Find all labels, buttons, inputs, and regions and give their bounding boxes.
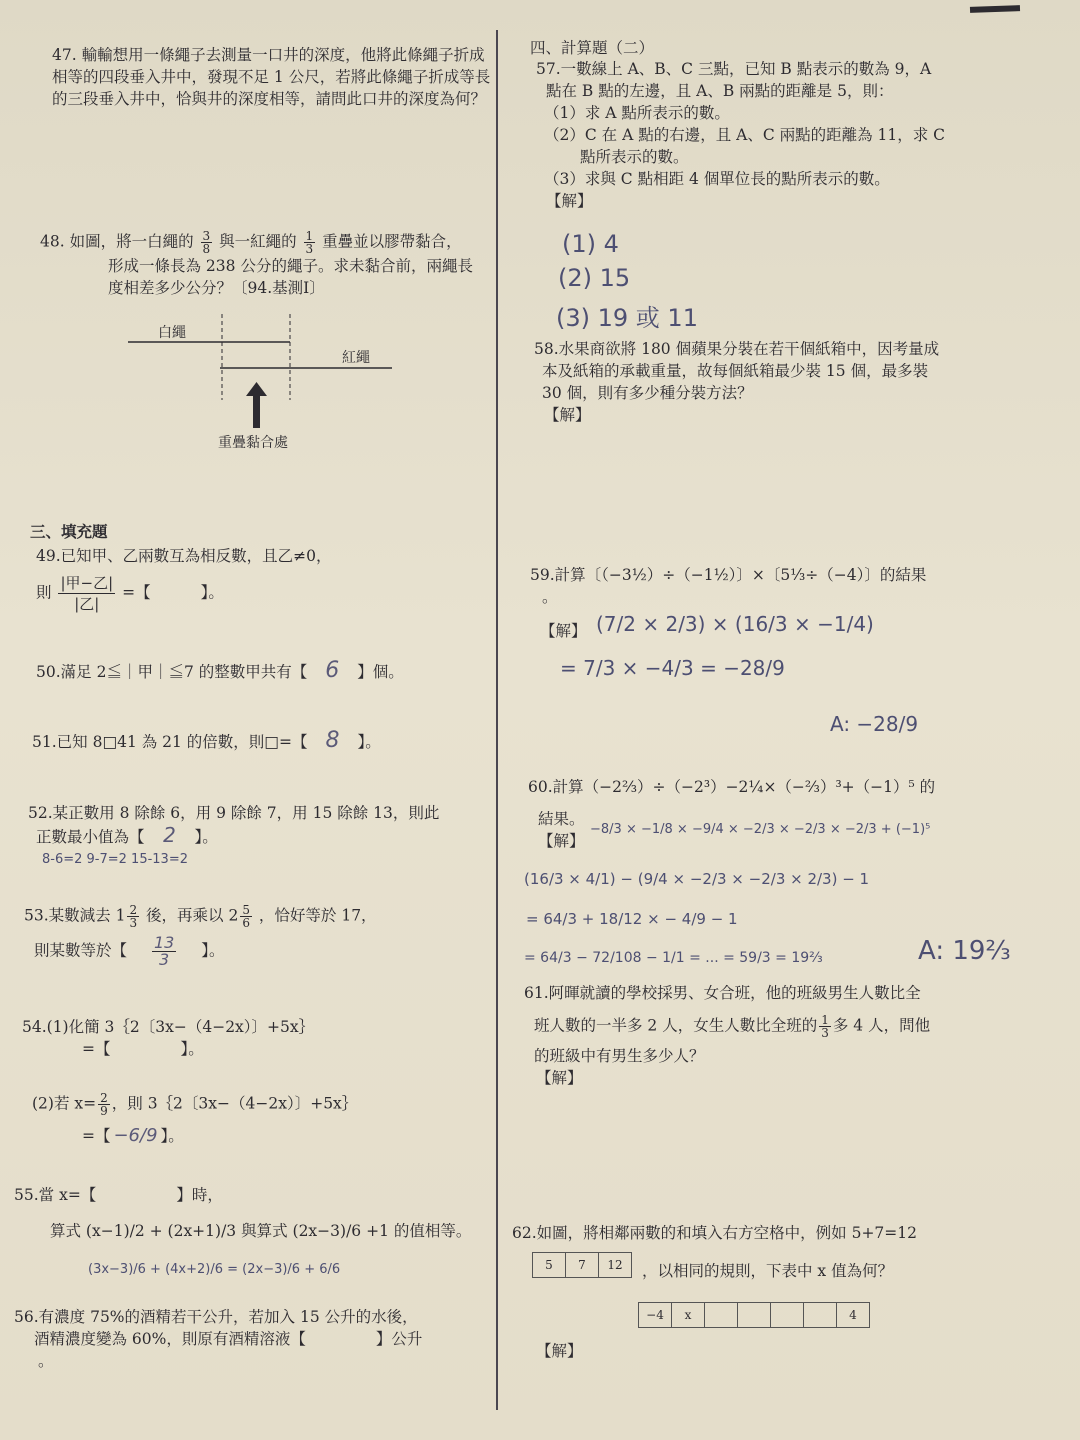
solution-label: 【解】 [538, 832, 585, 850]
example-cell: 5 [533, 1253, 566, 1278]
example-cell: 12 [599, 1253, 632, 1278]
question-58: 58.水果商欲將 180 個蘋果分裝在若干個紙箱中，因考量成 本及紙箱的承載重量，故每個紙箱最少裝 15 個，最多裝 30 個，則有多少種分裝方法？ 【解】 [534, 338, 984, 426]
answer-51: 8 [325, 728, 340, 753]
fraction: $\frac{2}{9}$ [100, 1091, 108, 1118]
answer-50: 6 [325, 658, 340, 683]
solution-label: 【解】 [544, 406, 591, 424]
question-59: 59.計算〔（−3½）÷（−1½）〕×〔5⅓÷（−4）〕的結果 。 【解】 [530, 564, 980, 642]
fraction: $\frac{2}{3}$ [129, 903, 138, 930]
question-60: 60.計算（−2⅔）÷（−2³）−2¼×（−⅔）³+（−1）⁵ 的 結果。 【解】 [528, 776, 978, 852]
answer-59: A: −28/9 [830, 712, 919, 736]
work-60-3: = 64/3 + 18/12 × − 4/9 − 1 [526, 910, 738, 928]
puzzle-cell [804, 1303, 837, 1328]
answer-52: 2 [163, 823, 176, 847]
red-rope-label: 紅繩 [342, 350, 370, 366]
question-48 [40, 230, 490, 299]
question-53: 53.某數減去 1 $\frac{2}{3}$ 後，再乘以 2 $\frac{5}{6}$ ，恰好等於 17， 則某數等於【 $\frac{13}{3}$ 】。 [24, 903, 377, 969]
puzzle-cell [771, 1303, 804, 1328]
answer-53: $\frac{13}{3}$ [153, 933, 175, 969]
work-52: 8-6=2 9-7=2 15-13=2 [42, 852, 188, 867]
question-52: 52.某正數用 8 除餘 6，用 9 除餘 7，用 15 除餘 13，則此 正數最小值為【 2 】。 [28, 804, 440, 847]
puzzle-cell: x [672, 1303, 705, 1328]
work-59-2: = 7/3 × −4/3 = −28/9 [560, 656, 785, 680]
work-60-4: = 64/3 − 72/108 − 1/1 = ... = 59/3 = 19⅔ [524, 950, 823, 966]
question-57: 57.一數線上 A、B、C 三點，已知 B 點表示的數為 9，A 點在 B 點的左邊，且 A、B 兩點的距離是 5，則： （1）求 A 點所表示的數。 （2）C 在 A 點的右邊，且 A、C 兩點的距離為 11，求 C 點所表示的數。 （3）求與 C 點相距 4 個單位長的點所表示的數。 【解】 [536, 58, 976, 212]
question-55: 55.當 x=【 】時， 算式 (x−1)/2 + (2x+1)/3 與算式 (2x−3)/6 +1 的值相等。 [14, 1186, 472, 1240]
question-54: 54.(1)化簡 3｛2〔3x−（4−2x）〕+5x｝ =【 】。 (2)若 x= $\frac{2}{9}$ ，則 3｛2〔3x−（4−2x）〕+5x｝ =【 −6/9 】。 [22, 1018, 358, 1146]
puzzle-cell: −4 [639, 1303, 672, 1328]
fraction: $\frac{1}{3}$ [821, 1013, 829, 1040]
example-table [532, 1252, 632, 1278]
answer-57-1: (1) 4 [562, 230, 619, 258]
question-62-line2: ，以相同的規則，下表中 x 值為何？ [642, 1262, 894, 1280]
question-51: 51.已知 8□41 為 21 的倍數，則□=【 8 】。 [32, 728, 381, 753]
question-48-line2: 形成一條長為 238 公分的繩子。求未黏合前，兩繩長度相差多少公分？〔94.基測Ⅰ〕 [108, 257, 473, 297]
section-3-title: 三、填充題 [30, 522, 108, 541]
answer-60: A: 19⅔ [918, 936, 1011, 966]
work-55: (3x−3)/6 + (4x+2)/6 = (2x−3)/6 + 6/6 [88, 1262, 341, 1277]
question-50: 50.滿足 2≦｜甲｜≦7 的整數甲共有【 6 】個。 [36, 658, 404, 683]
white-rope-label: 白繩 [158, 325, 186, 341]
fraction: $\frac{\text{|甲−乙|}}{\text{|乙|}}$ [60, 574, 114, 613]
puzzle-cell [738, 1303, 771, 1328]
puzzle-cell: 4 [837, 1303, 870, 1328]
up-arrow-icon [246, 382, 267, 396]
fraction: $\frac{5}{6}$ [242, 903, 250, 930]
question-47-text: 47. 輸輸想用一條繩子去測量一口井的深度，他將此條繩子折成相等的四段垂入井中，發現不足 1 公尺，若將此條繩子折成等長的三段垂入井中，恰與井的深度相等，請問此口井的深度為何？ [52, 46, 491, 108]
fraction: $\frac{1}{3}$ [305, 229, 314, 256]
work-59-1: (7/2 × 2/3) × (16/3 × −1/4) [596, 612, 874, 636]
question-49: 49.已知甲、乙兩數互為相反數，且乙≠0， 則 $\frac{\text{|甲−乙|}}{\text{|乙|}}$ =【 】。 [36, 547, 332, 613]
example-cell: 7 [566, 1253, 599, 1278]
arrow-shaft [253, 394, 260, 428]
puzzle-cell [705, 1303, 738, 1328]
solution-label: 【解】 [540, 622, 587, 640]
solution-label: 【解】 [536, 1342, 583, 1360]
question-61: 61.阿暉就讀的學校採男、女合班，他的班級男生人數比全 班人數的一半多 2 人，女生人數比全班的 $\frac{1}{3}$ 多 4 人，問他 的班級中有男生多少人？ 【解】 [524, 982, 984, 1089]
fraction: $\frac{3}{8}$ [202, 229, 211, 256]
section-4-title: 四、計算題（二） [530, 39, 655, 57]
column-divider [496, 30, 498, 1410]
question-56: 56.有濃度 75%的酒精若干公升，若加入 15 公升的水後， 酒精濃度變為 60%，則原有酒精溶液【 】公升 。 [14, 1308, 423, 1370]
answer-54-2: −6/9 [113, 1125, 158, 1146]
work-60-2: (16/3 × 4/1) − (9/4 × −2/3 × −2/3 × 2/3) − 1 [524, 870, 870, 888]
solution-label: 【解】 [546, 192, 593, 210]
answer-57-2: (2) 15 [558, 264, 631, 292]
corner-mark [970, 5, 1020, 13]
work-60-1: −8/3 × −1/8 × −9/4 × −2/3 × −2/3 × −2/3 + (−1)⁵ [590, 822, 931, 837]
question-48-line1: 48. 如圖，將一白繩的 $\frac{3}{8}$ 與一紅繩的 $\frac{1}{3}$ 重疊並以膠帶黏合， [40, 229, 462, 256]
question-47 [52, 44, 492, 110]
answer-57-3: (3) 19 或 11 [556, 304, 698, 332]
overlap-label: 重疊黏合處 [218, 435, 288, 451]
puzzle-table [638, 1302, 870, 1328]
solution-label: 【解】 [536, 1069, 583, 1087]
question-62: 62.如圖，將相鄰兩數的和填入右方空格中，例如 5+7=12 [512, 1224, 917, 1242]
